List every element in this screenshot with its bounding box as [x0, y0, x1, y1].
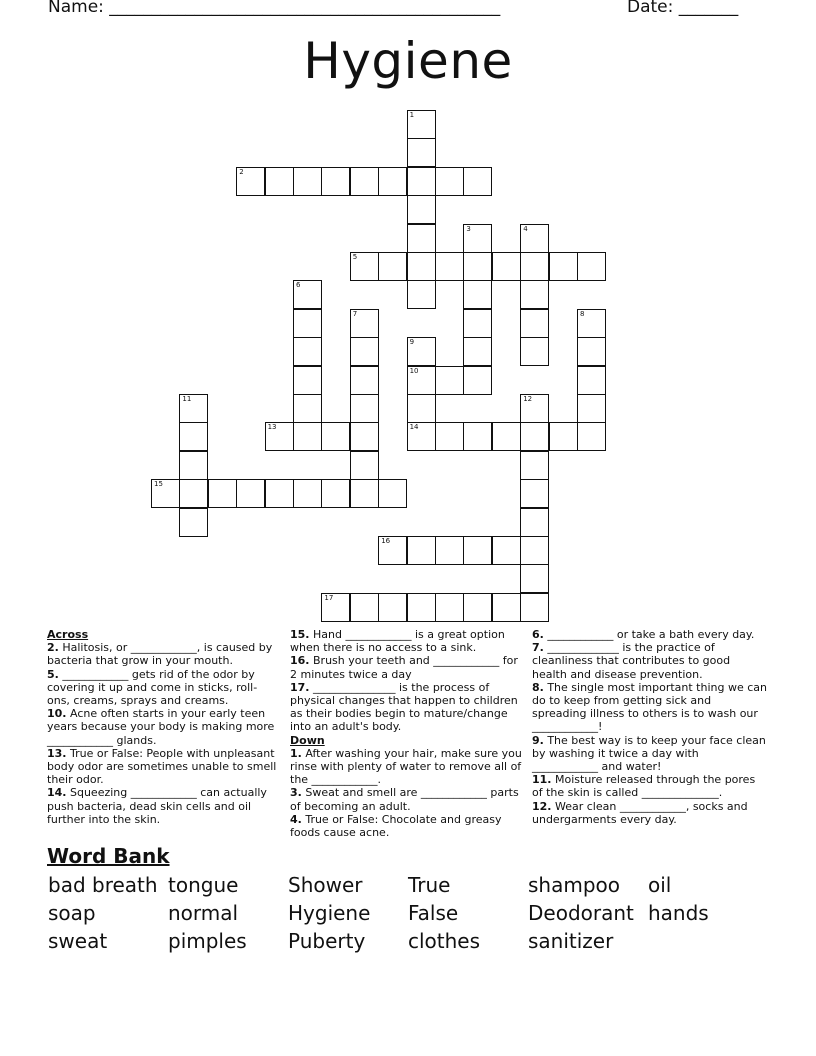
- clue-text: [47, 747, 279, 787]
- crossword-cell[interactable]: [378, 479, 407, 508]
- crossword-cell[interactable]: [520, 252, 549, 281]
- crossword-cell[interactable]: [463, 536, 492, 565]
- clues-column-1: [47, 628, 279, 826]
- clues-column-3: [532, 628, 768, 826]
- word-bank-item: hands: [648, 901, 709, 925]
- clue-text: [290, 813, 526, 839]
- clue-number: 7: [352, 309, 358, 318]
- clue-text: [290, 628, 526, 654]
- word-bank-item: shampoo: [528, 873, 621, 897]
- crossword-cell[interactable]: [520, 479, 549, 508]
- clue-label: 4.: [290, 812, 302, 826]
- crossword-cell[interactable]: [350, 394, 379, 423]
- crossword-cell[interactable]: [520, 593, 549, 622]
- clue-number: 2: [239, 167, 244, 176]
- crossword-cell[interactable]: [463, 280, 492, 309]
- clue-body: ____________ gets rid of the odor by covering it up and come in sticks, roll-ons, creams, sprays and creams.: [47, 667, 258, 708]
- date-field-label: Date: _______: [627, 0, 739, 17]
- crossword-cell[interactable]: [463, 337, 492, 366]
- clue-body: True or False: Chocolate and greasy foods cause acne.: [290, 812, 502, 840]
- crossword-cell[interactable]: [407, 138, 436, 167]
- crossword-cell[interactable]: [435, 366, 464, 395]
- clue-body: Brush your teeth and ____________ for 2 minutes twice a day: [290, 654, 518, 681]
- crossword-cell[interactable]: [549, 252, 578, 281]
- crossword-cell[interactable]: [520, 337, 549, 366]
- crossword-cell[interactable]: [463, 224, 492, 253]
- crossword-cell[interactable]: [321, 167, 350, 196]
- clue-body: The best way is to keep your face clean by washing it twice a day with ____________ and water!: [532, 733, 766, 774]
- clue-text: [532, 628, 768, 641]
- crossword-cell[interactable]: [407, 593, 436, 622]
- word-bank-item: oil: [648, 873, 672, 897]
- clue-text: [290, 747, 526, 787]
- clue-label: 11.: [532, 773, 552, 787]
- crossword-cell[interactable]: [179, 508, 208, 537]
- word-bank-item: True: [408, 873, 451, 897]
- clue-number: 9: [409, 338, 415, 347]
- crossword-cell[interactable]: [293, 366, 322, 395]
- crossword-cell[interactable]: [407, 536, 436, 565]
- clue-number: 12: [523, 395, 533, 403]
- crossword-cell[interactable]: [407, 366, 436, 395]
- crossword-cell[interactable]: [520, 451, 549, 480]
- clue-body: Wear clean ____________, socks and undergarments every day.: [532, 799, 748, 826]
- clue-label: 17.: [290, 680, 310, 694]
- crossword-cell[interactable]: [463, 422, 492, 451]
- crossword-cell[interactable]: [293, 309, 322, 338]
- word-bank-item: Hygiene: [288, 901, 371, 925]
- crossword-cell[interactable]: [520, 224, 549, 253]
- clue-text: [532, 681, 768, 734]
- crossword-cell[interactable]: [435, 422, 464, 451]
- crossword-cell[interactable]: [577, 309, 606, 338]
- crossword-cell[interactable]: [293, 167, 322, 196]
- clue-number: 1: [409, 111, 415, 119]
- clue-text: [47, 786, 279, 826]
- clue-text: [532, 773, 768, 799]
- crossword-cell[interactable]: [463, 252, 492, 281]
- clue-body: The single most important thing we can do to keep from getting sick and spreading illness to others is to wash our ____________!: [532, 680, 767, 734]
- crossword-cell[interactable]: [321, 422, 350, 451]
- word-bank-item: sanitizer: [528, 929, 614, 953]
- crossword-cell[interactable]: [492, 422, 521, 451]
- crossword-cell[interactable]: [577, 422, 606, 451]
- clue-number: 6: [296, 281, 301, 290]
- crossword-cell[interactable]: [350, 422, 379, 451]
- clue-body: Halitosis, or ____________, is caused by bacteria that grow in your mouth.: [47, 641, 273, 668]
- crossword-cell[interactable]: [350, 366, 379, 395]
- crossword-cell[interactable]: [520, 422, 549, 451]
- clue-text: [47, 668, 279, 708]
- crossword-cell[interactable]: [520, 536, 549, 565]
- crossword-cell[interactable]: [407, 422, 436, 451]
- page-title: Hygiene: [303, 32, 513, 90]
- clue-number: 4: [523, 224, 528, 233]
- clue-number: 15: [154, 480, 163, 489]
- crossword-cell[interactable]: [321, 593, 350, 622]
- clue-label: 1.: [290, 746, 302, 760]
- crossword-cell[interactable]: [549, 422, 578, 451]
- clue-number: 10: [409, 366, 419, 375]
- clue-body: ____________ or take a bath every day.: [543, 628, 755, 641]
- clue-label: 7.: [532, 641, 544, 655]
- crossword-cell[interactable]: [577, 366, 606, 395]
- word-bank-item: normal: [168, 901, 239, 925]
- clue-text: [47, 707, 279, 747]
- crossword-cell[interactable]: [407, 394, 436, 423]
- word-bank-item: soap: [48, 901, 96, 925]
- crossword-cell[interactable]: [350, 479, 379, 508]
- down-heading: Down: [290, 733, 325, 747]
- clue-body: Acne often starts in your early teen years because your body is making more ____________ glands.: [47, 707, 275, 747]
- crossword-cell[interactable]: [407, 337, 436, 366]
- crossword-cell[interactable]: [350, 252, 379, 281]
- across-heading: Across: [47, 628, 89, 641]
- clue-body: Sweat and smell are ____________ parts of becoming an adult.: [290, 786, 519, 813]
- crossword-cell[interactable]: [350, 309, 379, 338]
- clue-number: 17: [324, 593, 334, 602]
- clue-body: _______________ is the process of physical changes that happen to children as their bodies begin to mature/change into an adult's body.: [290, 680, 518, 734]
- clue-number: 11: [182, 395, 192, 403]
- word-bank-item: tongue: [168, 873, 239, 897]
- crossword-cell[interactable]: [179, 451, 208, 480]
- crossword-cell[interactable]: [179, 422, 208, 451]
- clue-body: _____________ is the practice of cleanliness that contributes to good health and disease prevention.: [532, 641, 731, 681]
- clue-label: 8.: [532, 680, 544, 694]
- word-bank-item: bad breath: [48, 873, 158, 897]
- crossword-cell[interactable]: [293, 280, 322, 309]
- crossword-cell[interactable]: [435, 167, 464, 196]
- crossword-cell[interactable]: [520, 280, 549, 309]
- crossword-cell[interactable]: [577, 337, 606, 366]
- crossword-cell[interactable]: [520, 309, 549, 338]
- crossword-cell[interactable]: [265, 422, 294, 451]
- crossword-cell[interactable]: [293, 394, 322, 423]
- crossword-cell[interactable]: [520, 564, 549, 593]
- crossword-cell[interactable]: [208, 479, 237, 508]
- word-bank-item: Puberty: [288, 929, 366, 953]
- crossword-cell[interactable]: [577, 252, 606, 281]
- clue-text: [290, 786, 526, 812]
- clue-body: After washing your hair, make sure you rinse with plenty of water to remove all of the ____________.: [290, 746, 522, 787]
- word-bank-item: sweat: [48, 929, 108, 953]
- clue-body: Squeezing ____________ can actually push bacteria, dead skin cells and oil further into the skin.: [47, 786, 267, 826]
- clue-text: [532, 641, 768, 681]
- word-bank-item: clothes: [408, 929, 481, 953]
- clue-label: 5.: [47, 667, 59, 681]
- crossword-cell[interactable]: [293, 479, 322, 508]
- crossword-cell[interactable]: [492, 252, 521, 281]
- crossword-cell[interactable]: [293, 337, 322, 366]
- clue-number: 5: [352, 253, 358, 261]
- clue-label: 9.: [532, 733, 544, 747]
- crossword-cell[interactable]: [179, 394, 208, 423]
- clue-label: 13.: [47, 746, 67, 760]
- crossword-cell[interactable]: [179, 479, 208, 508]
- clue-text: [47, 641, 279, 667]
- crossword-cell[interactable]: [378, 593, 407, 622]
- crossword-cell[interactable]: [236, 479, 265, 508]
- crossword-cell[interactable]: [350, 593, 379, 622]
- name-field-label: Name: ______________________________________________: [48, 0, 501, 17]
- crossword-cell[interactable]: [293, 422, 322, 451]
- crossword-cell[interactable]: [407, 224, 436, 253]
- crossword-cell[interactable]: [520, 394, 549, 423]
- crossword-cell[interactable]: [407, 252, 436, 281]
- clue-number: 8: [580, 309, 585, 318]
- crossword-cell[interactable]: [350, 337, 379, 366]
- crossword-cell[interactable]: [520, 508, 549, 537]
- clue-label: 6.: [532, 628, 544, 641]
- crossword-cell[interactable]: [492, 593, 521, 622]
- clue-number: 3: [466, 224, 471, 233]
- clue-body: True or False: People with unpleasant body odor are sometimes unable to smell their odor.: [47, 746, 277, 787]
- crossword-cell[interactable]: [463, 366, 492, 395]
- clue-label: 16.: [290, 654, 310, 668]
- word-bank-item: Shower: [288, 873, 363, 897]
- crossword-cell[interactable]: [435, 593, 464, 622]
- crossword-cell[interactable]: [265, 167, 294, 196]
- crossword-cell[interactable]: [265, 479, 294, 508]
- clue-number: 13: [267, 423, 277, 432]
- crossword-cell[interactable]: [407, 110, 436, 139]
- crossword-cell[interactable]: [350, 451, 379, 480]
- crossword-cell[interactable]: [407, 167, 436, 196]
- clue-body: Moisture released through the pores of the skin is called ______________.: [532, 773, 756, 800]
- clue-number: 14: [409, 423, 419, 432]
- clue-text: [290, 654, 526, 680]
- clue-text: [532, 800, 768, 826]
- word-bank-title: Word Bank: [47, 844, 170, 868]
- crossword-cell[interactable]: [407, 280, 436, 309]
- clue-label: 2.: [47, 641, 59, 655]
- clue-label: 10.: [47, 707, 67, 721]
- crossword-cell[interactable]: [435, 536, 464, 565]
- clue-text: [290, 681, 526, 734]
- crossword-cell[interactable]: [463, 167, 492, 196]
- crossword-cell[interactable]: [463, 593, 492, 622]
- crossword-cell[interactable]: [378, 536, 407, 565]
- crossword-cell[interactable]: [378, 167, 407, 196]
- crossword-cell[interactable]: [236, 167, 265, 196]
- clues-column-2: [290, 628, 526, 839]
- crossword-cell[interactable]: [463, 309, 492, 338]
- crossword-cell[interactable]: [407, 195, 436, 224]
- word-bank-item: pimples: [168, 929, 247, 953]
- clue-label: 3.: [290, 786, 302, 800]
- clue-label: 12.: [532, 799, 552, 813]
- word-bank-item: False: [408, 901, 459, 925]
- crossword-cell[interactable]: [577, 394, 606, 423]
- clue-text: [532, 734, 768, 774]
- clue-label: 14.: [47, 786, 67, 800]
- crossword-cell[interactable]: [321, 479, 350, 508]
- word-bank-item: Deodorant: [528, 901, 634, 925]
- clue-body: Hand ____________ is a great option when there is no access to a sink.: [290, 628, 505, 655]
- crossword-cell[interactable]: [492, 536, 521, 565]
- clue-number: 16: [381, 537, 391, 545]
- crossword-cell[interactable]: [435, 252, 464, 281]
- crossword-cell[interactable]: [350, 167, 379, 196]
- clue-label: 15.: [290, 628, 310, 641]
- crossword-cell[interactable]: [151, 479, 180, 508]
- crossword-cell[interactable]: [378, 252, 407, 281]
